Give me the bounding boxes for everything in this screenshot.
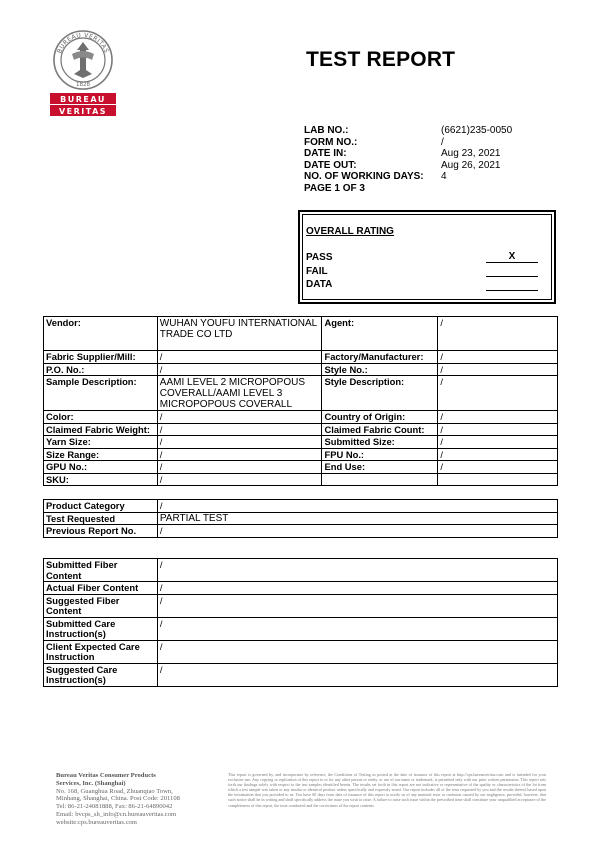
table-row (44, 423, 558, 436)
claimed-fabric-count-label: Claimed Fabric Count: (322, 423, 438, 436)
agent-value: / (438, 317, 558, 351)
date-out-value: Aug 26, 2021 (441, 159, 501, 171)
submitted-care-value: / (157, 617, 557, 640)
color-label: Color: (44, 411, 158, 424)
color-value: / (157, 411, 322, 424)
product-category-label: Product Category (44, 500, 158, 513)
vendor-value: WUHAN YOUFU INTERNATIONAL TRADE CO LTD (157, 317, 322, 351)
gpu-no-label: GPU No.: (44, 461, 158, 474)
company-name-line1: Bureau Veritas Consumer Products (56, 772, 156, 779)
gpu-no-value: / (157, 461, 322, 474)
address-line1: No. 168, Guanghua Road, Zhuanqiao Town, (56, 787, 173, 795)
size-range-value: / (157, 448, 322, 461)
test-requested-value: PARTIAL TEST (157, 512, 557, 525)
fabric-supplier-label: Fabric Supplier/Mill: (44, 351, 158, 364)
actual-fiber-content-value: / (157, 582, 557, 595)
table-row (44, 640, 558, 663)
lab-no-label: LAB NO.: (304, 125, 349, 136)
style-description-value: / (438, 376, 558, 411)
agent-label: Agent: (322, 317, 438, 351)
table-row (44, 351, 558, 364)
previous-report-value: / (157, 525, 557, 538)
sample-description-label: Sample Description: (44, 376, 158, 411)
report-meta (304, 125, 512, 195)
suggested-fiber-content-value: / (157, 594, 557, 617)
end-use-label: End Use: (322, 461, 438, 474)
table-row (44, 512, 558, 525)
company-name-line2: Services, Inc. (Shanghai) (56, 779, 126, 787)
claimed-fabric-count-value: / (438, 423, 558, 436)
table-row (44, 500, 558, 513)
tel-fax: Tel: 86-21-24081888, Fax: 86-21-64890042 (56, 803, 173, 811)
page-indicator: PAGE 1 OF 3 (304, 182, 365, 194)
sku-label: SKU: (44, 473, 158, 486)
form-no-value: / (441, 136, 444, 148)
country-of-origin-value: / (438, 411, 558, 424)
table-row (44, 473, 558, 486)
suggested-fiber-content-label: Suggested Fiber Content (44, 594, 158, 617)
pass-label: PASS (306, 252, 333, 263)
svg-text:BUREAU VERITAS: BUREAU VERITAS (56, 31, 110, 55)
actual-fiber-content-label: Actual Fiber Content (44, 582, 158, 595)
data-mark (486, 279, 538, 291)
style-no-value: / (438, 363, 558, 376)
sample-details-table (43, 316, 558, 486)
style-no-label: Style No.: (322, 363, 438, 376)
table-row (44, 436, 558, 449)
yarn-size-value: / (157, 436, 322, 449)
fpu-no-value: / (438, 448, 558, 461)
size-range-label: Size Range: (44, 448, 158, 461)
table-row (44, 363, 558, 376)
client-expected-care-value: / (157, 640, 557, 663)
table-row (44, 617, 558, 640)
table-row (44, 559, 558, 582)
submitted-size-label: Submitted Size: (322, 436, 438, 449)
table-row (44, 317, 558, 351)
pass-mark: X (486, 251, 538, 263)
country-of-origin-label: Country of Origin: (322, 411, 438, 424)
factory-label: Factory/Manufacturer: (322, 351, 438, 364)
fiber-care-table (43, 558, 558, 687)
form-no-label: FORM NO.: (304, 136, 358, 148)
report-title: TEST REPORT (306, 48, 456, 71)
date-in-value: Aug 23, 2021 (441, 148, 501, 160)
fail-label: FAIL (306, 266, 328, 277)
submitted-care-label: Submitted Care Instruction(s) (44, 617, 158, 640)
overall-rating-box (298, 210, 556, 304)
table-row (44, 525, 558, 538)
seal-icon (48, 20, 118, 120)
submitted-fiber-content-label: Submitted Fiber Content (44, 559, 158, 582)
table-row (44, 448, 558, 461)
address-line2: Minhang, Shanghai, China. Post Code: 201108 (56, 795, 180, 803)
table-row (44, 376, 558, 411)
sample-description-value: AAMI LEVEL 2 MICROPOPOUS COVERALL/AAMI LEVEL 3 MICROPOPOUS COVERALL (157, 376, 322, 411)
disclaimer: This report is governed by, and incorporates by reference, the Conditions of Testing as posted at the date of issuance of this report at http://cps.bureauveritas.com and is intended for your exclusive use. Any copying or replication of this report to or for any other person or entity, or use of our name or trademark, is permitted only with our prior written permission. This report sets forth our findings solely with respect to the test samples identified herein. The results set forth in this report are not indicative or representative of the quality or characteristics of the lot from which a test sample was taken or any similar or identical product unless specifically and expressly noted. Our report includes all of the tests requested by you and the results thereof based upon the information that you provided to us. You have 60 days from date of issuance of this report to notify us of any material error or omission caused by our negligence, provided, however, that such notice shall be in writing and shall specifically address the issue you wish to raise. A failure to raise such issue within the prescribed time shall constitute your unqualified acceptance of the completeness of this report, the tests conducted and the correctness of the report contents. (228, 772, 546, 808)
bureau-veritas-logo (48, 20, 118, 120)
factory-value: / (438, 351, 558, 364)
claimed-fabric-weight-value: / (157, 423, 322, 436)
po-label: P.O. No.: (44, 363, 158, 376)
fail-mark (486, 265, 538, 277)
date-in-label: DATE IN: (304, 148, 347, 160)
fpu-no-label: FPU No.: (322, 448, 438, 461)
fabric-supplier-value: / (157, 351, 322, 364)
test-request-table (43, 499, 558, 538)
previous-report-label: Previous Report No. (44, 525, 158, 538)
suggested-care-value: / (157, 663, 557, 686)
po-value: / (157, 363, 322, 376)
table-row (44, 411, 558, 424)
end-use-value: / (438, 461, 558, 474)
yarn-size-label: Yarn Size: (44, 436, 158, 449)
lab-no-value: (6621)235-0050 (441, 125, 513, 136)
website: website:cps.bureauveritas.com (56, 818, 137, 826)
svg-text:1828: 1828 (76, 82, 90, 88)
product-category-value: / (157, 500, 557, 513)
table-row (44, 582, 558, 595)
working-days-value: 4 (441, 171, 447, 183)
submitted-fiber-content-value: / (157, 559, 557, 582)
sku-value: / (157, 473, 322, 486)
svg-text:VERITAS: VERITAS (58, 107, 108, 116)
overall-rating-heading: OVERALL RATING (306, 226, 394, 237)
vendor-label: Vendor: (44, 317, 158, 351)
working-days-label: NO. OF WORKING DAYS: (304, 171, 424, 183)
suggested-care-label: Suggested Care Instruction(s) (44, 663, 158, 686)
submitted-size-value: / (438, 436, 558, 449)
svg-text:BUREAU: BUREAU (60, 95, 106, 104)
table-row (44, 663, 558, 686)
table-row (44, 594, 558, 617)
company-address (56, 772, 216, 827)
table-row (44, 461, 558, 474)
style-description-label: Style Description: (322, 376, 438, 411)
data-label: DATA (306, 279, 333, 290)
test-requested-label: Test Requested (44, 512, 158, 525)
date-out-label: DATE OUT: (304, 159, 357, 171)
client-expected-care-label: Client Expected Care Instruction (44, 640, 158, 663)
claimed-fabric-weight-label: Claimed Fabric Weight: (44, 423, 158, 436)
email: Email: bvcps_sh_info@cn.bureauveritas.com (56, 810, 177, 818)
